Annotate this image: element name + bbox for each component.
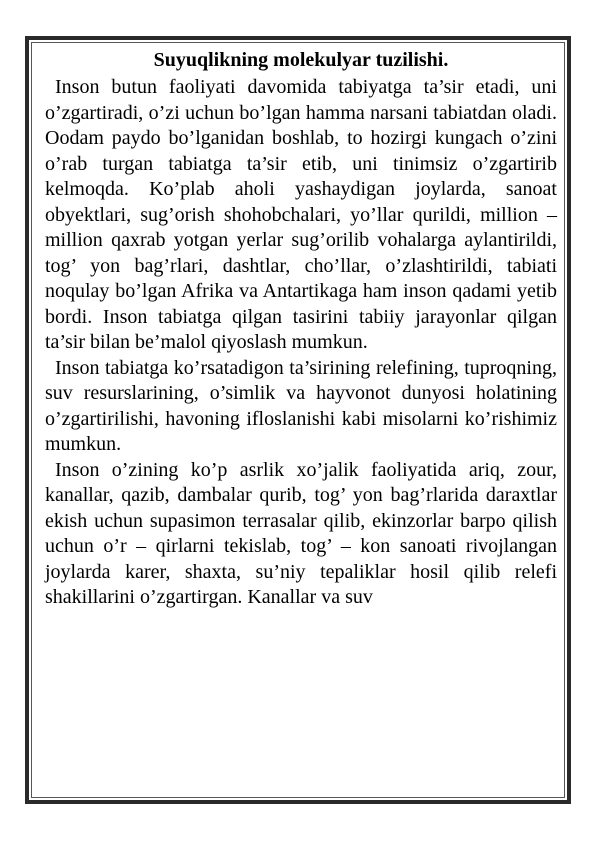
paragraph-3: Inson o’zining ko’p asrlik xo’jalik faoliyatida ariq, zour, kanallar, qazib, dambalar qurib, tog’ yon bag’rlarida daraxtlar ekish uchun supasimon terrasalar qilib, ekinzorlar barpo qilish uchun o’r – qirlarni tekislab, tog’ – kon sanoati rivojlangan joylarda karer, shaxta, su’niy tepaliklar hosil qilib relefi shakillarini o’zgartirgan. Kanallar va suv	[45, 458, 557, 608]
paragraph-2: Inson tabiatga ko’rsatadigon ta’sirining relefining, tuproqning, suv resurslarining, o’simlik va hayvonot dunyosi holatining o’zgartirilishi, havoning ifloslanishi kabi misolarni ko’rishimiz mumkun.	[45, 356, 557, 455]
document-title: Suyuqlikning molekulyar tuzilishi.	[153, 49, 449, 71]
paragraph-1: Inson butun faoliyati davomida tabiyatga ta’sir etadi, uni o’zgartiradi, o’zi uchun bo’lgan hamma narsani tabiatdan oladi. Oodam paydo bo’lganidan boshlab, to hozirgi kungach o’zini o’rab turgan tabiatga ta’sir etib, uni tinimsiz o’zgartirib kelmoqda. Ko’plab aholi yashaydigan joylarda, sanoat obyektlari, sug’orish shohobchalari, yo’llar qurildi, million – million qaxrab yotgan yerlar sug’orilib vohalarga aylantirildi, tog’ yon bag’rlari, dashtlar, cho’llar, o’zlashtirildi, tabiati noqulay bo’lgan Afrika va Antartikaga ham inson qadami yetib bordi. Inson tabiatga qilgan tasirini tabiiy jarayonlar qilgan ta’sir bilan be’malol qiyoslash mumkun.	[45, 76, 557, 353]
document-body	[45, 47, 557, 611]
